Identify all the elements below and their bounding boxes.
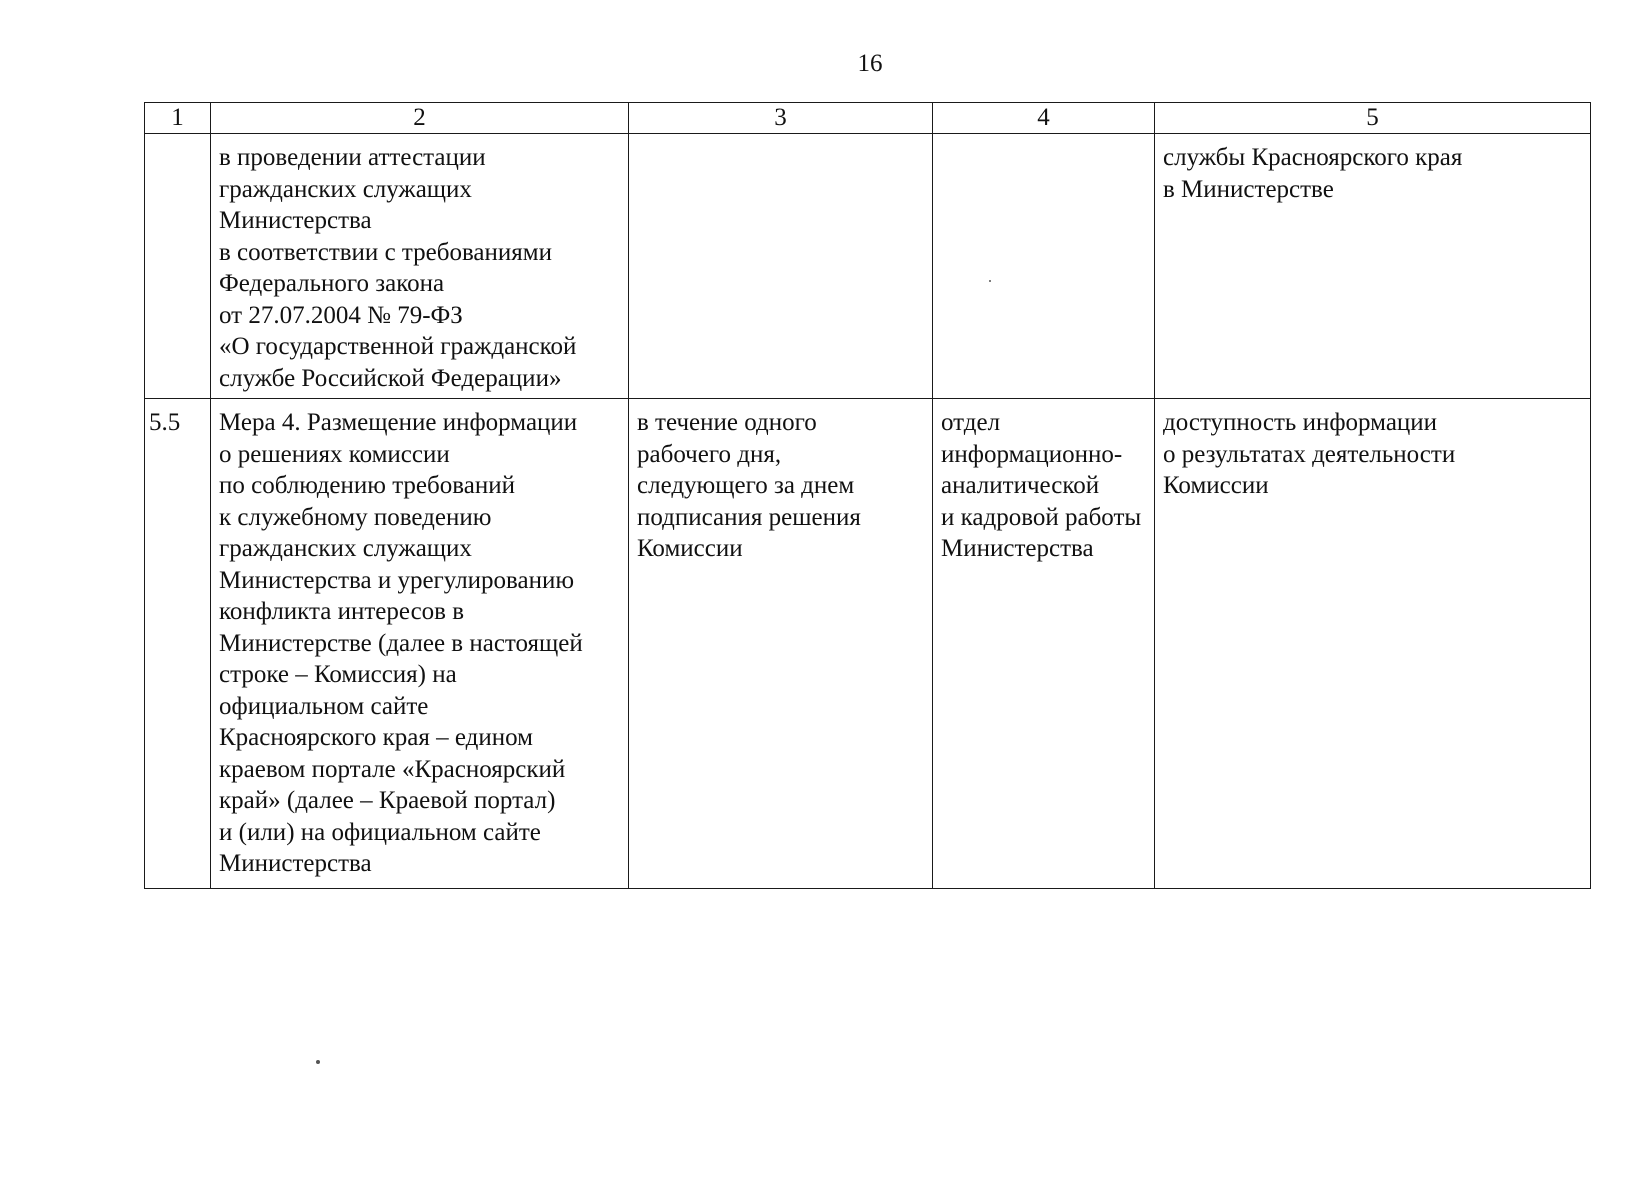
responsible-cell xyxy=(933,399,1155,889)
row-number: 5.5 xyxy=(145,399,211,889)
table-row xyxy=(145,399,1591,889)
measures-table xyxy=(144,102,1591,889)
result-cell xyxy=(1155,399,1591,889)
table-header-row xyxy=(145,103,1591,134)
measure-text: Мера 4. Размещение информации о решениях комиссии по соблюдению требований к служебному поведению гражданских служащих Министерства и урегулированию конфликта интересов в Министерстве (далее в настоящей строке – Комиссия) на официальном сайте Красноярского края – едином краевом портале «Красноярский край» (далее – Краевой портал) и (или) на официальном сайте Министерства xyxy=(219,409,583,877)
column-header: 5 xyxy=(1155,103,1591,134)
scan-speck xyxy=(989,280,991,282)
result-text: службы Красноярского края в Министерстве xyxy=(1163,144,1463,203)
measure-cell xyxy=(211,134,629,399)
responsible-cell xyxy=(933,134,1155,399)
table-row xyxy=(145,134,1591,399)
deadline-cell xyxy=(629,134,933,399)
column-header: 1 xyxy=(145,103,211,134)
column-header: 3 xyxy=(629,103,933,134)
deadline-cell xyxy=(629,399,933,889)
column-header: 2 xyxy=(211,103,629,134)
result-cell xyxy=(1155,134,1591,399)
measure-text: в проведении аттестации гражданских служащих Министерства в соответствии с требованиями Федерального закона от 27.07.2004 № 79-ФЗ «О государственной гражданской службе Российской Федерации» xyxy=(219,144,577,392)
result-text: доступность информации о результатах деятельности Комиссии xyxy=(1163,409,1456,499)
column-header: 4 xyxy=(933,103,1155,134)
scan-speck xyxy=(316,1060,320,1064)
row-number xyxy=(145,134,211,399)
measure-cell xyxy=(211,399,629,889)
deadline-text: в течение одного рабочего дня, следующего за днем подписания решения Комиссии xyxy=(637,409,861,562)
responsible-text: отдел информационно- аналитической и кадровой работы Министерства xyxy=(941,409,1142,562)
page-number: 16 xyxy=(857,50,883,77)
